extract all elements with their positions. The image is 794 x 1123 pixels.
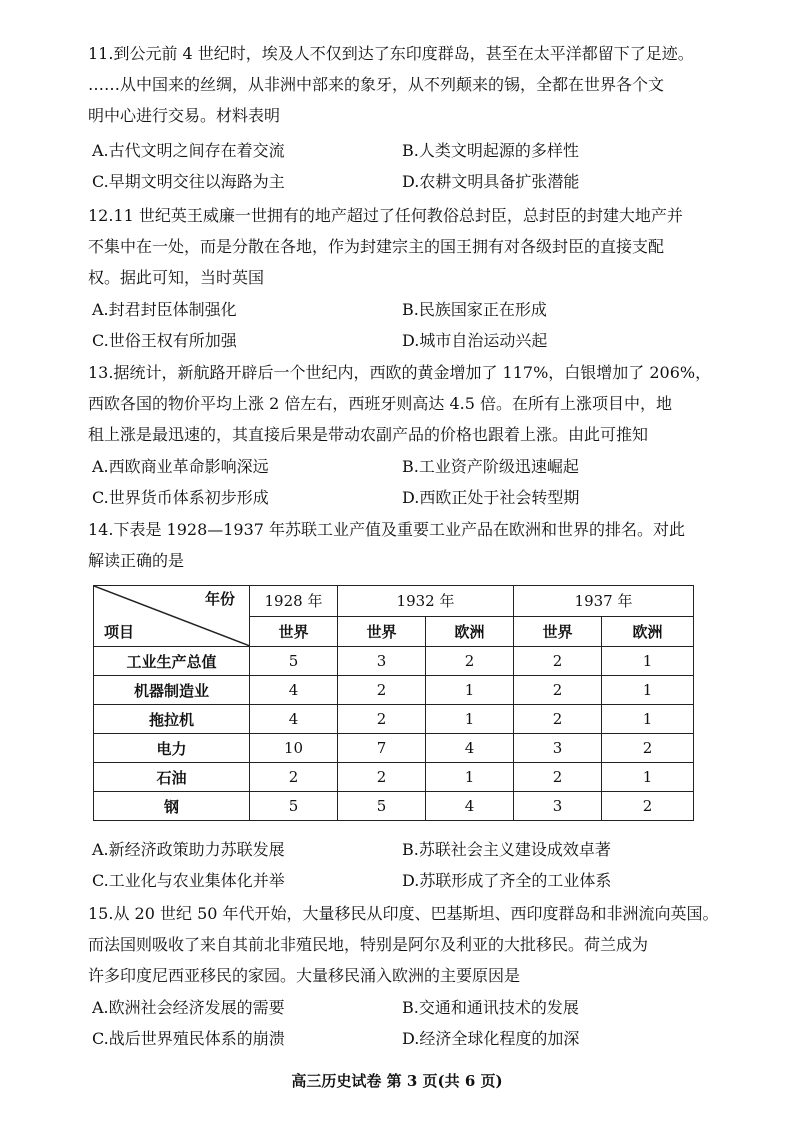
table-cell: 2	[514, 676, 602, 705]
question-15-line-3: 许多印度尼西亚移民的家园。大量移民涌入欧洲的主要原因是	[88, 966, 521, 985]
option-12c[interactable]: C.世俗王权有所加强	[92, 331, 237, 350]
corner-year-label: 年份	[204, 590, 235, 608]
option-15a[interactable]: A.欧洲社会经济发展的需要	[92, 998, 285, 1017]
question-12-line-2: 不集中在一处，而是分散在各地，作为封建宗主的国王拥有对各级封臣的直接支配	[88, 237, 665, 256]
year-header-1932: 1932 年	[338, 586, 514, 617]
row-label: 石油	[94, 763, 250, 792]
question-12	[88, 200, 728, 293]
table-cell: 5	[250, 647, 338, 676]
table-row	[94, 792, 694, 821]
question-14-line-1: 14.下表是 1928—1937 年苏联工业产值及重要工业产品在欧洲和世界的排名。对此	[88, 520, 686, 539]
option-14a[interactable]: A.新经济政策助力苏联发展	[92, 840, 285, 859]
table-cell: 2	[338, 763, 426, 792]
option-15c[interactable]: C.战后世界殖民体系的崩溃	[92, 1029, 285, 1048]
question-14-options	[92, 834, 732, 896]
table-cell: 2	[514, 705, 602, 734]
option-15b[interactable]: B.交通和通讯技术的发展	[402, 998, 579, 1017]
option-11b[interactable]: B.人类文明起源的多样性	[402, 141, 579, 160]
option-13c[interactable]: C.世界货币体系初步形成	[92, 488, 269, 507]
option-13b[interactable]: B.工业资产阶级迅速崛起	[402, 457, 579, 476]
row-label: 机器制造业	[94, 676, 250, 705]
table-cell: 2	[338, 676, 426, 705]
page-footer: 高三历史试卷 第 3 页(共 6 页)	[291, 1072, 503, 1090]
row-label: 电力	[94, 734, 250, 763]
question-13-line-2: 西欧各国的物价平均上涨 2 倍左右，西班牙则高达 4.5 倍。在所有上涨项目中，地	[88, 394, 672, 413]
table-cell: 2	[426, 647, 514, 676]
subheader-cell: 世界	[250, 616, 338, 647]
row-label: 钢	[94, 792, 250, 821]
table-cell: 3	[338, 647, 426, 676]
table-cell: 4	[250, 676, 338, 705]
option-11d[interactable]: D.农耕文明具备扩张潜能	[402, 172, 580, 191]
question-15	[88, 898, 728, 991]
table-cell: 3	[514, 734, 602, 763]
table-cell: 1	[426, 705, 514, 734]
question-14-line-2: 解读正确的是	[88, 551, 185, 570]
table-row	[94, 647, 694, 676]
option-14c[interactable]: C.工业化与农业集体化并举	[92, 871, 285, 890]
subheader-cell: 世界	[514, 616, 602, 647]
table-cell: 4	[426, 734, 514, 763]
table-cell: 2	[514, 763, 602, 792]
table-cell: 1	[602, 763, 694, 792]
table-cell: 2	[514, 647, 602, 676]
table-corner-cell	[94, 586, 250, 647]
option-12d[interactable]: D.城市自治运动兴起	[402, 331, 548, 350]
year-header-1937: 1937 年	[514, 586, 694, 617]
question-15-line-1: 15.从 20 世纪 50 年代开始，大量移民从印度、巴基斯坦、西印度群岛和非洲流向英国。	[88, 904, 719, 923]
ranking-table	[93, 585, 694, 821]
table-cell: 1	[602, 647, 694, 676]
subheader-cell: 欧洲	[426, 616, 514, 647]
corner-item-label: 项目	[104, 623, 135, 641]
table-cell: 1	[602, 676, 694, 705]
option-14b[interactable]: B.苏联社会主义建设成效卓著	[402, 840, 611, 859]
table-cell: 1	[602, 705, 694, 734]
table-row	[94, 676, 694, 705]
question-12-options	[92, 294, 732, 356]
table-cell: 10	[250, 734, 338, 763]
table-cell: 2	[602, 734, 694, 763]
row-label: 拖拉机	[94, 705, 250, 734]
table-cell: 2	[602, 792, 694, 821]
table-cell: 4	[426, 792, 514, 821]
question-14	[88, 514, 728, 576]
question-12-line-3: 权。据此可知，当时英国	[88, 268, 265, 287]
question-11-options	[92, 135, 732, 197]
option-12a[interactable]: A.封君封臣体制强化	[92, 300, 237, 319]
question-15-options	[92, 992, 732, 1054]
option-15d[interactable]: D.经济全球化程度的加深	[402, 1029, 580, 1048]
table-cell: 7	[338, 734, 426, 763]
question-11-line-2: ……从中国来的丝绸，从非洲中部来的象牙，从不列颠来的锡，全都在世界各个文	[88, 75, 665, 94]
option-13a[interactable]: A.西欧商业革命影响深远	[92, 457, 269, 476]
table-cell: 5	[250, 792, 338, 821]
question-13	[88, 357, 728, 450]
option-11a[interactable]: A.古代文明之间存在着交流	[92, 141, 285, 160]
question-13-line-3: 租上涨是最迅速的，其直接后果是带动农副产品的价格也跟着上涨。由此可推知	[88, 425, 649, 444]
subheader-cell: 世界	[338, 616, 426, 647]
question-11-line-3: 明中心进行交易。材料表明	[88, 106, 281, 125]
question-11-line-1: 11.到公元前 4 世纪时，埃及人不仅到达了东印度群岛，甚至在太平洋都留下了足迹。	[88, 44, 694, 63]
option-11c[interactable]: C.早期文明交往以海路为主	[92, 172, 285, 191]
table-cell: 2	[250, 763, 338, 792]
row-label: 工业生产总值	[94, 647, 250, 676]
table-cell: 1	[426, 676, 514, 705]
table-cell: 1	[426, 763, 514, 792]
table-row	[94, 705, 694, 734]
table-row	[94, 734, 694, 763]
table-cell: 5	[338, 792, 426, 821]
question-11	[88, 38, 728, 131]
option-12b[interactable]: B.民族国家正在形成	[402, 300, 547, 319]
option-14d[interactable]: D.苏联形成了齐全的工业体系	[402, 871, 612, 890]
subheader-cell: 欧洲	[602, 616, 694, 647]
question-13-line-1: 13.据统计，新航路开辟后一个世纪内，西欧的黄金增加了 117%，白银增加了 206%，	[88, 363, 712, 382]
year-header-1928: 1928 年	[250, 586, 338, 617]
table-cell: 4	[250, 705, 338, 734]
table-cell: 3	[514, 792, 602, 821]
table-row	[94, 763, 694, 792]
question-15-line-2: 而法国则吸收了来自其前北非殖民地，特别是阿尔及利亚的大批移民。荷兰成为	[88, 935, 649, 954]
option-13d[interactable]: D.西欧正处于社会转型期	[402, 488, 580, 507]
question-13-options	[92, 451, 732, 513]
question-12-line-1: 12.11 世纪英王威廉一世拥有的地产超过了任何教俗总封臣，总封臣的封建大地产并	[88, 206, 683, 225]
table-cell: 2	[338, 705, 426, 734]
